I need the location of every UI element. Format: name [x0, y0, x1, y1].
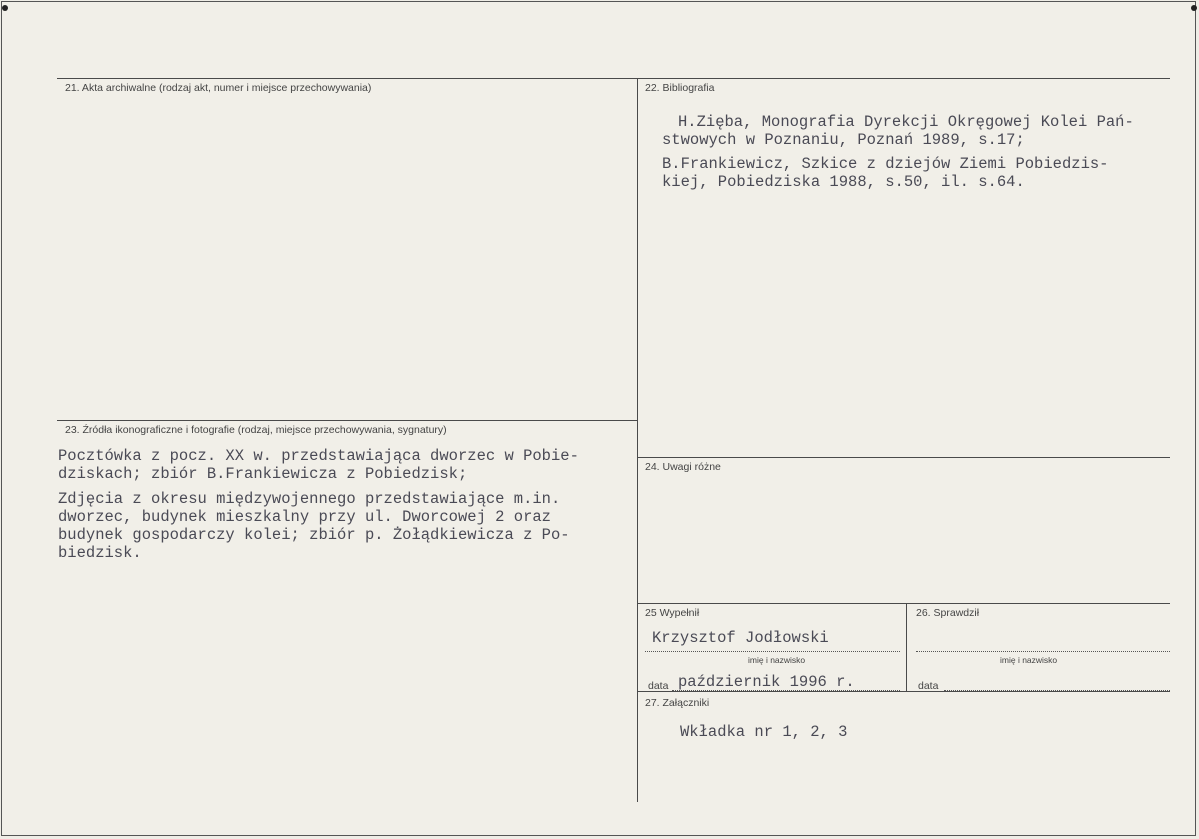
iconography-para-2-line-2: dworzec, budynek mieszkalny przy ul. Dworcowej 2 oraz [58, 508, 551, 526]
checked-by-date-label: data [918, 680, 939, 692]
section-21-label: 21. Akta archiwalne (rodzaj akt, numer i miejsce przechowywania) [65, 82, 372, 94]
top-rule [57, 78, 1170, 79]
filled-by-name: Krzysztof Jodłowski [652, 629, 829, 647]
iconography-para-2-line-4: biedzisk. [58, 544, 142, 562]
section-26-label: 26. Sprawdził [916, 607, 980, 619]
checked-by-name-line [916, 651, 1170, 652]
section-27-label: 27. Załączniki [645, 697, 710, 709]
section-22-label: 22. Bibliografia [645, 82, 715, 94]
iconography-para-2-line-3: budynek gospodarczy kolei; zbiór p. Żołądkiewicza z Po- [58, 526, 570, 544]
iconography-para-1-line-1: Pocztówka z pocz. XX w. przedstawiająca dworzec w Pobie- [58, 447, 579, 465]
checked-by-date-line [944, 690, 1170, 691]
checked-by-name-caption: imię i nazwisko [1000, 655, 1058, 665]
filled-by-date-value: październik 1996 r. [678, 673, 855, 691]
filled-by-name-line [645, 651, 900, 652]
bibliography-entry-1-line-2: stwowych w Poznaniu, Poznań 1989, s.17; [662, 131, 1025, 149]
attachments-value: Wkładka nr 1, 2, 3 [680, 723, 848, 741]
rule-22-24 [637, 457, 1170, 458]
section-25-label: 25 Wypełnił [645, 607, 700, 619]
filled-by-name-caption: imię i nazwisko [748, 655, 806, 665]
middle-divider [637, 78, 638, 802]
rule-21-23 [57, 420, 637, 421]
section-23-label: 23. Źródła ikonograficzne i fotografie (rodzaj, miejsce przechowywania, sygnatury) [65, 424, 447, 436]
filled-by-date-line [672, 690, 900, 691]
bibliography-entry-1-line-1: H.Zięba, Monografia Dyrekcji Okręgowej Kolei Pań- [678, 113, 1134, 131]
punch-hole-left [2, 5, 8, 11]
divider-25-26 [906, 603, 907, 691]
punch-hole-right [1191, 5, 1197, 11]
bibliography-entry-2-line-1: B.Frankiewicz, Szkice z dziejów Ziemi Pobiedzis- [662, 155, 1109, 173]
rule-24-25 [637, 603, 1170, 604]
iconography-para-1-line-2: dziskach; zbiór B.Frankiewicza z Pobiedzisk; [58, 465, 468, 483]
bibliography-entry-2-line-2: kiej, Pobiedziska 1988, s.50, il. s.64. [662, 173, 1025, 191]
filled-by-date-label: data [648, 680, 669, 692]
iconography-para-2-line-1: Zdjęcia z okresu międzywojennego przedstawiające m.in. [58, 490, 561, 508]
section-24-label: 24. Uwagi różne [645, 461, 721, 473]
